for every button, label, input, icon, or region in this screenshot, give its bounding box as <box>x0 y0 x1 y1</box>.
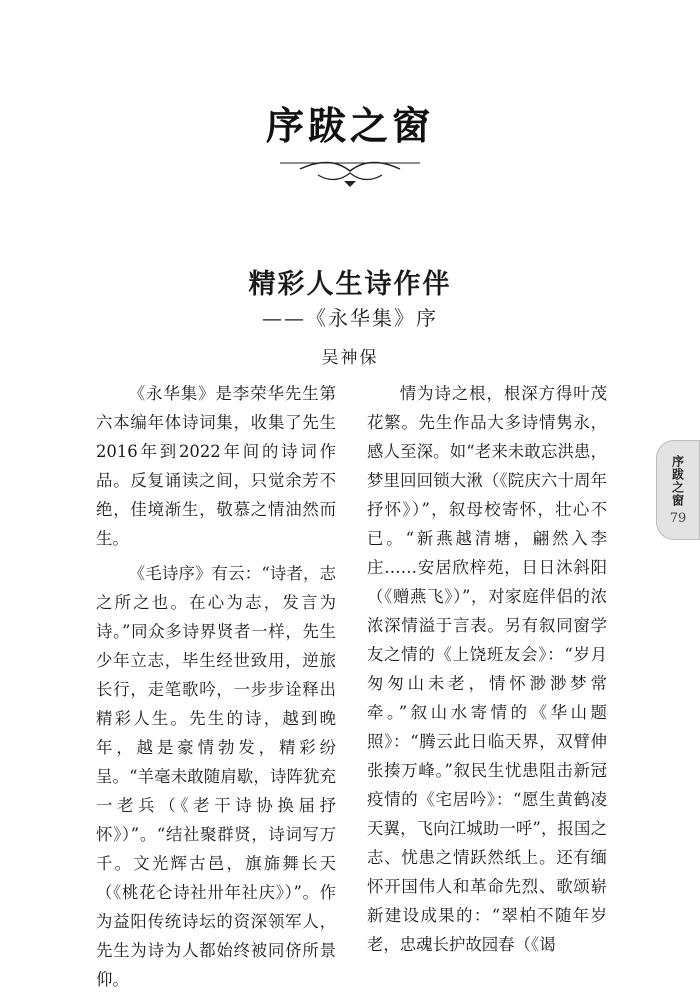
article-author: 吴神保 <box>321 348 379 368</box>
article-title: 精彩人生诗作伴 <box>248 269 452 300</box>
article-subtitle: ——《永华集》序 <box>262 306 438 330</box>
right-text-column <box>367 379 607 965</box>
section-header <box>0 95 700 150</box>
left-text-column <box>96 379 336 1000</box>
side-section-tab <box>656 440 700 540</box>
section-title: 序跋之窗 <box>265 104 434 148</box>
paragraph: 《永华集》是李荣华先生第六本编年体诗词集，收集了先生2016年到2022年间的诗词作品。反复诵读之间，只觉余芳不绝，佳境渐生，敬慕之情油然而生。 <box>96 384 336 548</box>
side-tab-label: 序跋之窗 <box>670 454 685 507</box>
paragraph: 情为诗之根，根深方得叶茂花繁。先生作品大多诗情隽永，感人至深。如“老来未敢忘洪患，梦里回回锁大湫（《院庆六十周年抒怀》）”，叙母校寄怀，壮心不已。“新燕越清塘，翩然入李庄……安居欣梓苑，日日沐斜阳（《赠燕飞》）”，对家庭伴侣的浓浓深情溢于言表。另有叙同窗学友之情的《上饶班友会》：“岁月匆匆山未老，情怀渺渺梦常牵。”叙山水寄情的《华山题照》：“腾云此日临天界，双臂伸张揍万峰。”叙民生忧患阻击新冠疫情的《宅居吟》：“愿生黄鹤凌天翼，飞向江城助一呼”，报国之志、忧患之情跃然纸上。还有缅怀开国伟人和革命先烈、歌颂崭新建设成果的：“翠柏不随年岁老，忠魂长护故园春（《谒 <box>367 384 607 954</box>
page-number: 79 <box>669 510 687 526</box>
paragraph: 《毛诗序》有云：“诗者，志之所之也。在心为志，发言为诗。”同众多诗界贤者一样，先生少年立志，毕生经世致用，逆旅长行，走笔歌吟，一步步诠释出精彩人生。先生的诗，越到晚年，越是豪情勃发，精彩纷呈。“羊毫未敢随肩歇，诗阵犹充一老兵（《老干诗协换届抒怀》）”。“结社聚群贤，诗词写万千。文光辉古邑，旗旆舞长天（《桃花仑诗社卅年社庆》）”。作为益阳传统诗坛的资深领军人，先生为诗为人都始终被同侪所景仰。 <box>96 564 336 989</box>
decorative-flourish-rule <box>0 151 700 191</box>
